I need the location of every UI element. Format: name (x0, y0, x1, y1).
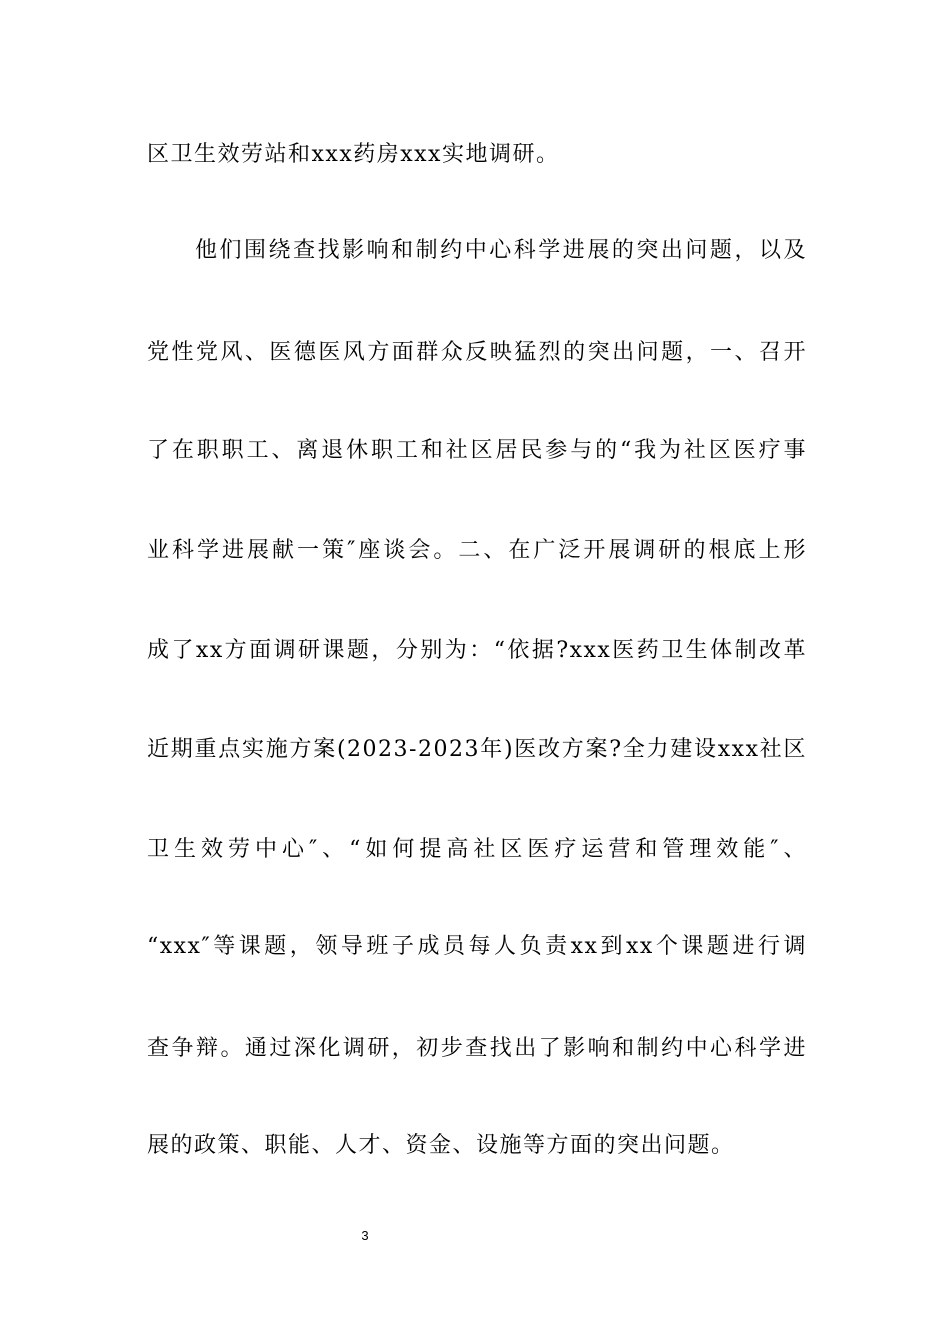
text-line: “xxx″等课题，领导班子成员每人负责xx到xx个课题进行调 (147, 934, 807, 959)
text-line: 查争辩。通过深化调研，初步查找出了影响和制约中心科学进 (147, 1036, 807, 1061)
text-line: 业科学进展献一策″座谈会。二、在广泛开展调研的根底上形 (147, 538, 807, 563)
page-number: 3 (361, 1228, 369, 1243)
text-line: 区卫生效劳站和xxx药房xxx实地调研。 (147, 142, 560, 167)
text-line: 党性党风、医德医风方面群众反映猛烈的突出问题，一、召开 (147, 340, 807, 365)
text-line: 成了xx方面调研课题，分别为：“依据?xxx医药卫生体制改革 (147, 638, 807, 663)
text-line: 近期重点实施方案(2023-2023年)医改方案?全力建设xxx社区 (147, 737, 807, 762)
text-line: 卫生效劳中心″、“如何提高社区医疗运营和管理效能″、 (147, 837, 807, 862)
paragraph-first-line: 他们围绕查找影响和制约中心科学进展的突出问题，以及 (195, 238, 807, 263)
text-line: 了在职职工、离退休职工和社区居民参与的“我为社区医疗事 (147, 438, 807, 463)
paragraph-last-line: 展的政策、职能、人才、资金、设施等方面的突出问题。 (147, 1133, 735, 1158)
